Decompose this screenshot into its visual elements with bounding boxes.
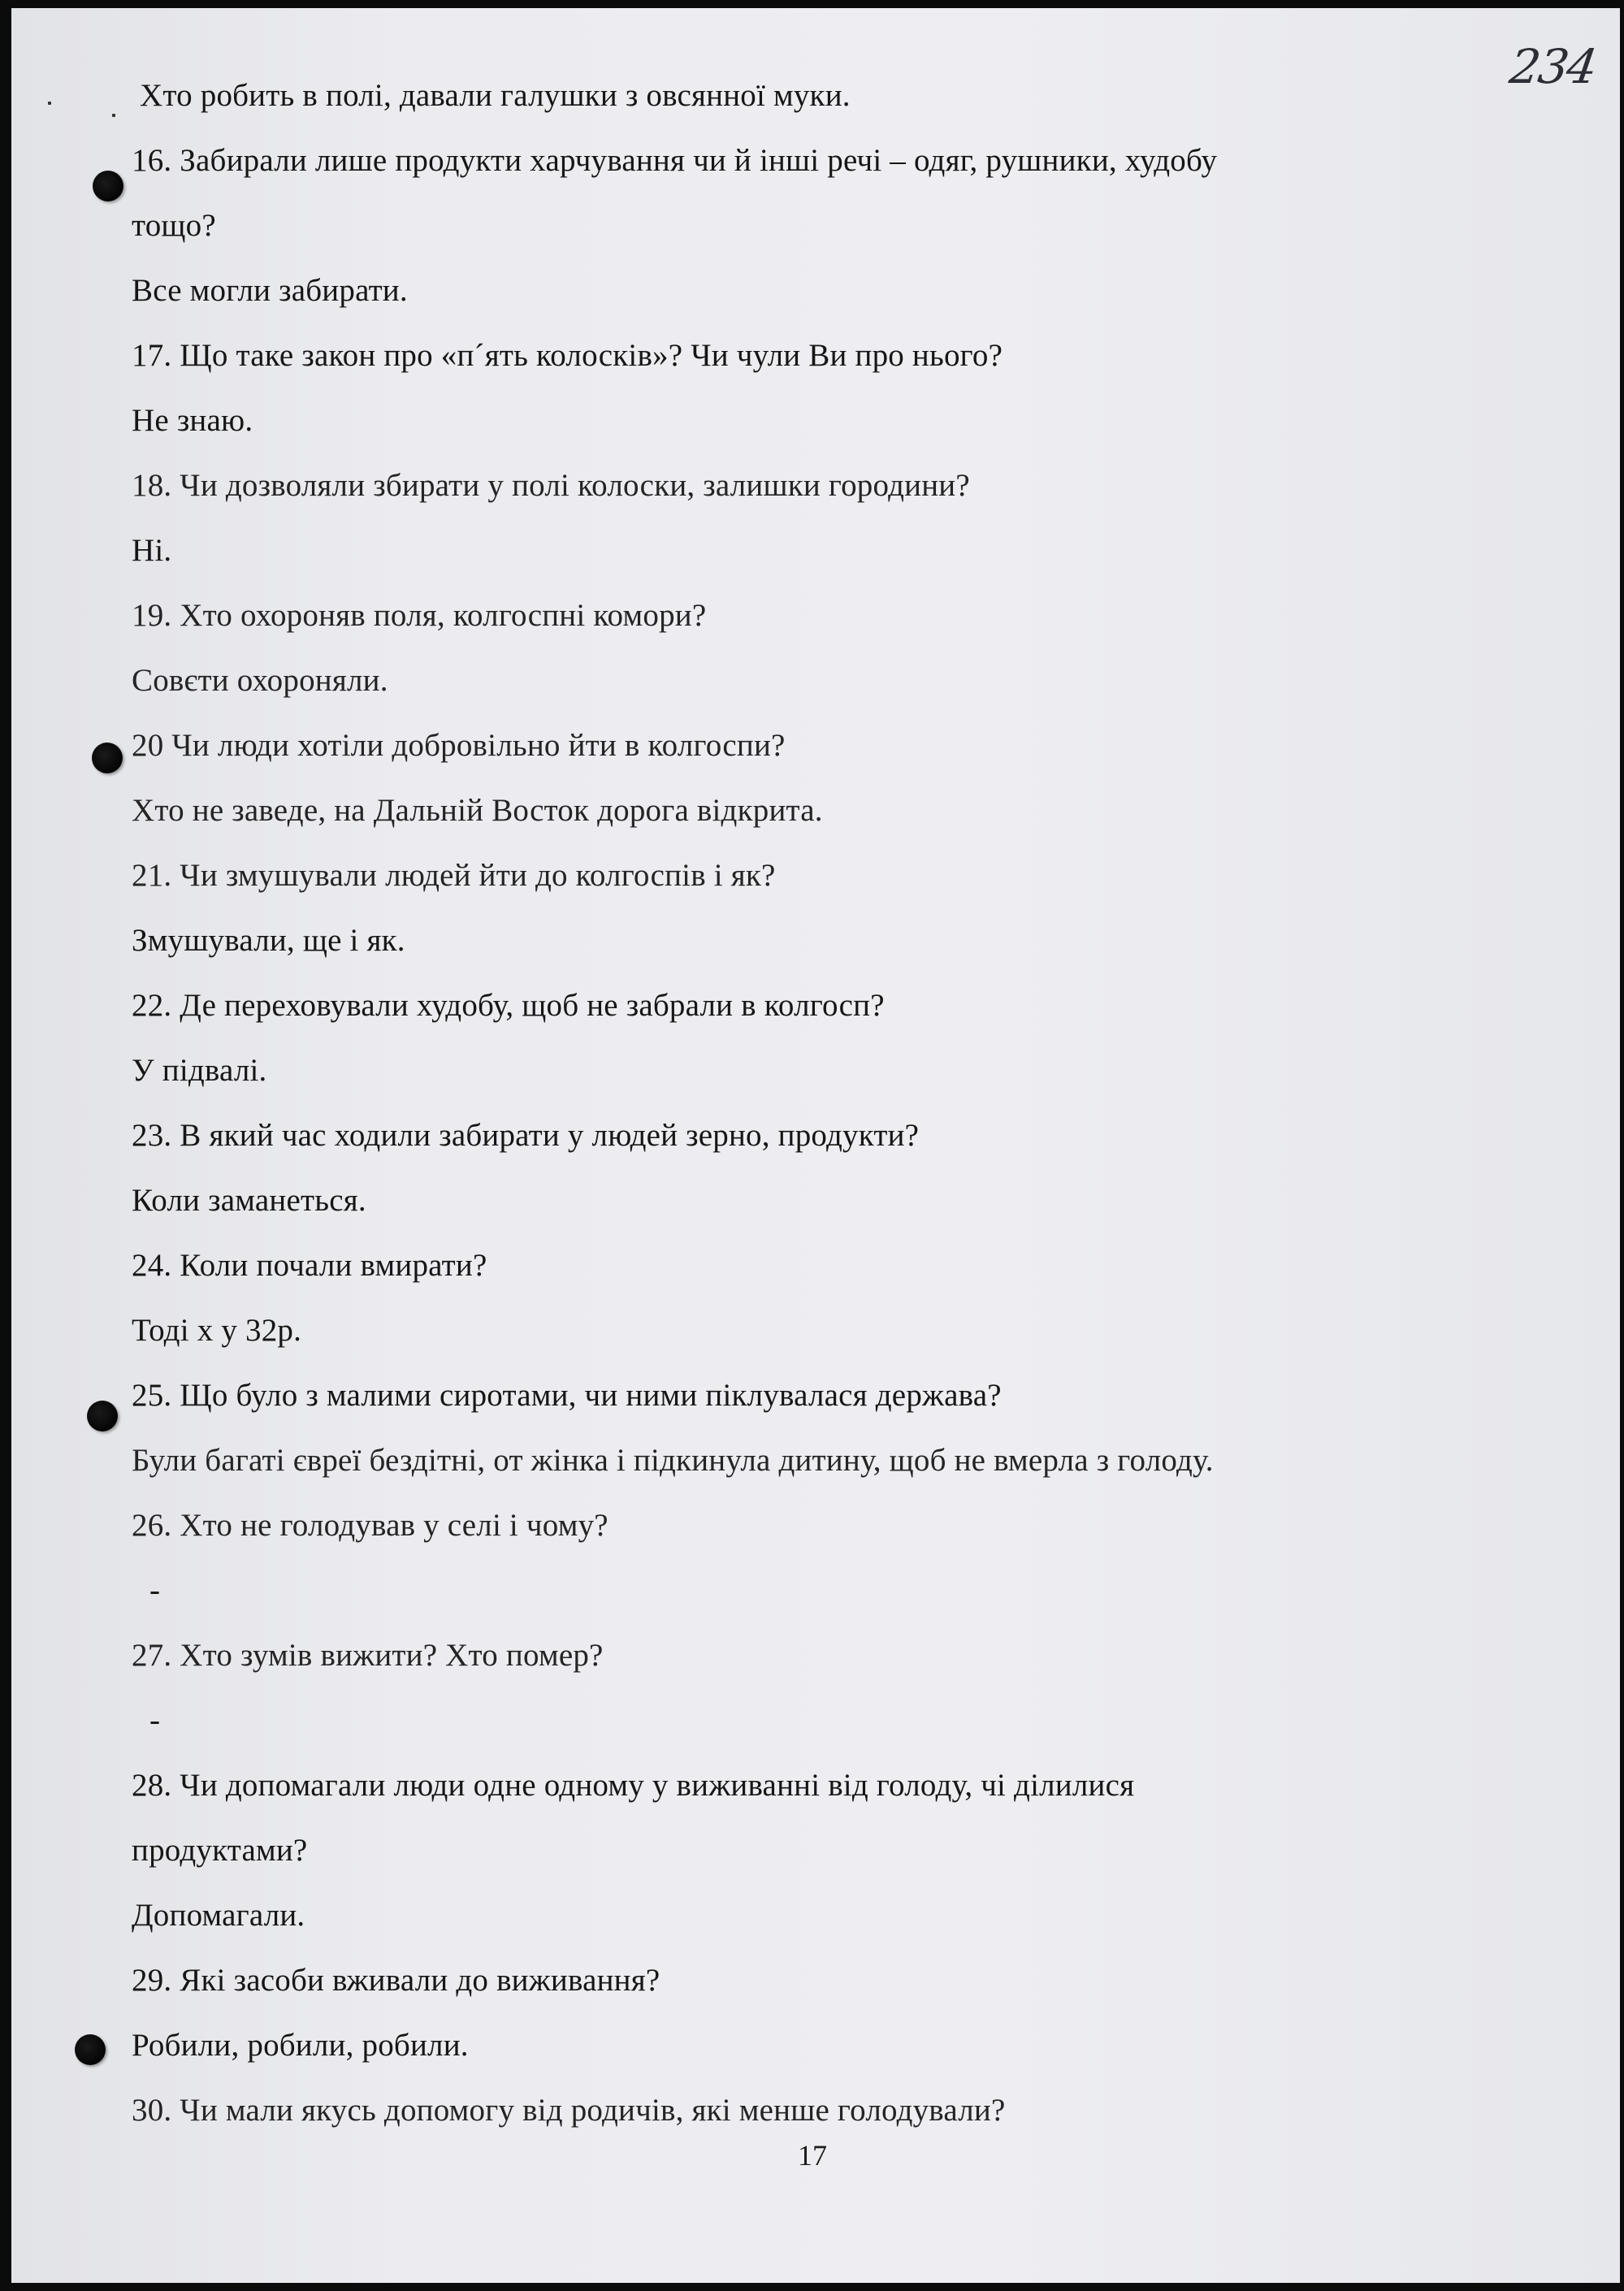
archive-number: 234 — [1506, 39, 1600, 94]
document-page — [11, 8, 1620, 2283]
punch-hole — [93, 171, 123, 201]
question-line: 30. Чи мали якусь допомогу від родичів, які менше голодували? — [132, 2093, 1006, 2128]
answer-line: Були багаті євреї бездітні, от жінка і підкинула дитину, щоб не вмерла з голоду. — [132, 1443, 1214, 1478]
answer-line: Тоді х у 32р. — [132, 1313, 302, 1348]
answer-line: Совєти охороняли. — [132, 663, 388, 698]
answer-line: Ні. — [132, 533, 172, 568]
answer-line: Коли заманеться. — [132, 1183, 366, 1218]
question-line: 23. В який час ходили забирати у людей зерно, продукти? — [132, 1118, 920, 1153]
punch-hole — [92, 743, 123, 773]
question-line: 16. Забирали лише продукти харчування чи й інші речі – одяг, рушники, худобу — [132, 143, 1218, 178]
answer-line: Хто не заведе, на Дальній Восток дорога відкрита. — [132, 793, 823, 828]
answer-line: - — [149, 1573, 161, 1608]
interview-text — [132, 63, 1529, 2143]
question-line: 21. Чи змушували людей йти до колгоспів і як? — [132, 858, 776, 893]
answer-line: - — [149, 1703, 161, 1738]
question-line: 19. Хто охороняв поля, колгоспні комори? — [132, 598, 707, 633]
question-line: 22. Де переховували худобу, щоб не забрали в колгосп? — [132, 988, 885, 1023]
punch-hole — [75, 2034, 106, 2065]
answer-line: Змушували, ще і як. — [132, 923, 405, 958]
question-line: 27. Хто зумів вижити? Хто помер? — [132, 1638, 604, 1673]
punch-hole — [87, 1401, 118, 1431]
question-line: 28. Чи допомагали люди одне одному у виживанні від голоду, чі ділилися — [132, 1768, 1135, 1803]
question-line: 25. Що було з малими сиротами, чи ними піклувалася держава? — [132, 1378, 1002, 1413]
question-line: 18. Чи дозволяли збирати у полі колоски, залишки городини? — [132, 468, 970, 503]
text-line: продуктами? — [132, 1833, 308, 1868]
answer-line: У підвалі. — [132, 1053, 267, 1088]
answer-line: Не знаю. — [132, 403, 253, 438]
margin-mark — [48, 102, 51, 105]
question-line: 24. Коли почали вмирати? — [132, 1248, 487, 1283]
answer-line: Робили, робили, робили. — [132, 2028, 469, 2063]
text-line: Хто робить в полі, давали галушки з овсянної муки. — [140, 78, 851, 113]
margin-mark — [112, 114, 115, 117]
answer-line: Допомагали. — [132, 1898, 305, 1933]
question-line: 26. Хто не голодував у селі і чому? — [132, 1508, 608, 1543]
question-line: 20 Чи люди хотіли добровільно йти в колгоспи? — [132, 728, 786, 763]
page-number: 17 — [798, 2139, 827, 2172]
text-line: тощо? — [132, 208, 216, 243]
question-line: 29. Які засоби вживали до виживання? — [132, 1963, 660, 1998]
answer-line: Все могли забирати. — [132, 273, 408, 308]
question-line: 17. Що таке закон про «п´ять колосків»? Чи чули Ви про нього? — [132, 338, 1003, 373]
